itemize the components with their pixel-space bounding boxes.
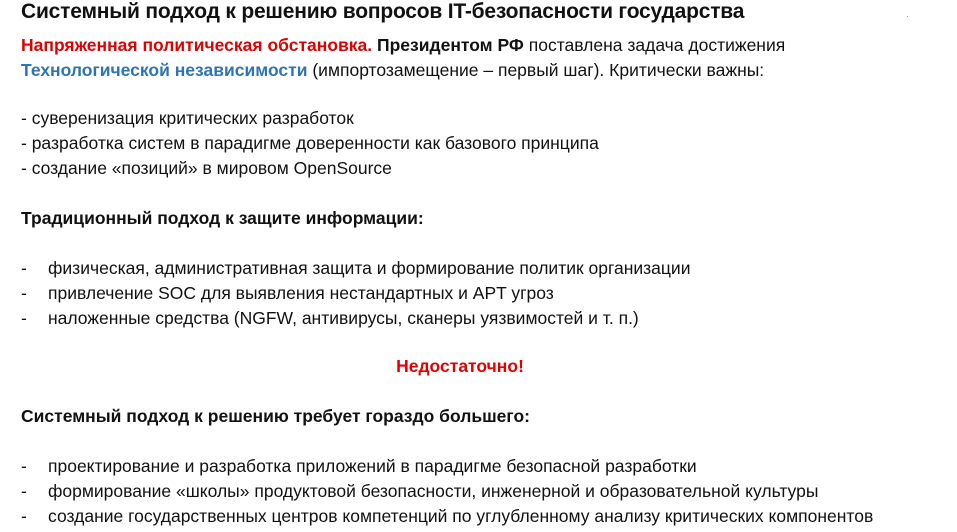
- insufficient-alert: Недостаточно!: [396, 356, 524, 376]
- bullet-dash: -: [21, 308, 27, 328]
- bullet-dash: -: [21, 283, 27, 303]
- traditional-item-text: привлечение SOC для выявления нестандартных и APT угроз: [48, 283, 554, 303]
- critical-item: - создание «позиций» в мировом OpenSource: [21, 158, 392, 178]
- traditional-heading: Традиционный подход к защите информации:: [21, 208, 424, 228]
- critical-item: - разработка систем в парадигме доверенности как базового принципа: [21, 133, 599, 153]
- intro-text-2: (импортозамещение – первый шаг). Критически важны:: [307, 60, 765, 80]
- bullet-dash: -: [21, 481, 27, 501]
- intro-red-lead: Напряженная политическая обстановка.: [21, 35, 373, 55]
- systemic-heading: Системный подход к решению требует гораздо большего:: [21, 406, 530, 426]
- systemic-item-text: формирование «школы» продуктовой безопасности, инженерной и образовательной культуры: [48, 481, 819, 501]
- intro-text-1: поставлена задача достижения: [523, 35, 786, 55]
- traditional-item-text: наложенные средства (NGFW, антивирусы, сканеры уязвимостей и т. п.): [48, 308, 639, 328]
- bullet-dash: -: [21, 506, 27, 526]
- bullet-dash: -: [21, 258, 27, 278]
- slide-title: Системный подход к решению вопросов IT-безопасности государства: [21, 0, 745, 23]
- intro-president: Президентом РФ: [377, 35, 524, 55]
- intro-blue-term: Технологической независимости: [21, 60, 308, 80]
- critical-item: - суверенизация критических разработок: [21, 108, 354, 128]
- intro-line-2: [21, 58, 764, 82]
- decorative-dot: [907, 16, 908, 17]
- systemic-item-text: проектирование и разработка приложений в парадигме безопасной разработки: [48, 456, 697, 476]
- systemic-item-text: создание государственных центров компетенций по углубленному анализу критических компонентов: [48, 506, 874, 526]
- traditional-item-text: физическая, административная защита и формирование политик организации: [48, 258, 691, 278]
- intro-line-1: [21, 33, 785, 57]
- bullet-dash: -: [21, 456, 27, 476]
